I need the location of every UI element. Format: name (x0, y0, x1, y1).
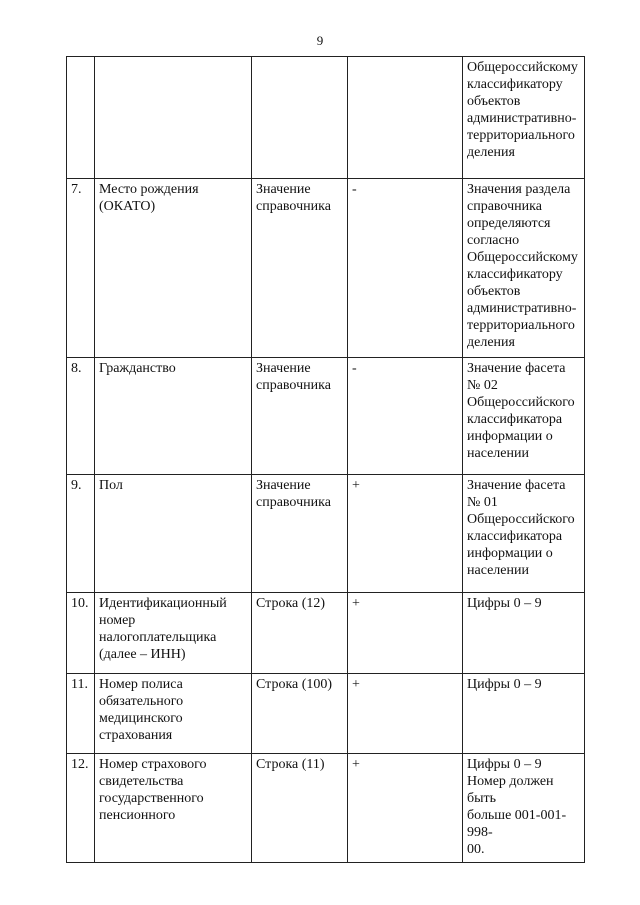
note-line: территориального (467, 318, 575, 333)
requirements-table (66, 56, 585, 863)
field-name-line: страхования (99, 728, 173, 743)
required-cell (348, 593, 463, 674)
note-line: Цифры 0 – 9 (467, 596, 542, 611)
table-row (67, 754, 585, 863)
note-cell (463, 475, 585, 593)
field-type-cell (252, 57, 348, 179)
note-line: информации о (467, 429, 553, 444)
field-name-cell (95, 57, 252, 179)
field-name-cell (95, 674, 252, 754)
note-line: деления (467, 335, 515, 350)
note-cell (463, 593, 585, 674)
row-number-cell (67, 179, 95, 358)
row-number: 7. (71, 182, 82, 197)
row-number: 9. (71, 478, 82, 493)
field-type-cell (252, 593, 348, 674)
field-type-cell (252, 754, 348, 863)
table-row (67, 593, 585, 674)
field-name-line: Место рождения (99, 182, 199, 197)
required-mark: - (352, 182, 357, 197)
required-cell (348, 754, 463, 863)
note-line: классификатору (467, 77, 563, 92)
field-type-cell (252, 179, 348, 358)
field-name-line: Идентификационный (99, 596, 227, 611)
note-line: № 01 (467, 495, 498, 510)
field-type-cell (252, 475, 348, 593)
table-row (67, 674, 585, 754)
note-line: административно- (467, 111, 577, 126)
field-name-line: (далее – ИНН) (99, 647, 186, 662)
row-number: 8. (71, 361, 82, 376)
row-number-cell (67, 358, 95, 475)
field-name-line: номер (99, 613, 136, 628)
field-type-line: Значение (256, 478, 311, 493)
note-line: Общероссийскому (467, 250, 578, 265)
field-type-cell (252, 358, 348, 475)
row-number: 11. (71, 677, 88, 692)
field-name-line: Пол (99, 478, 123, 493)
note-line: больше 001-001-998- (467, 808, 567, 840)
field-name-cell (95, 754, 252, 863)
note-line: территориального (467, 128, 575, 143)
field-name-cell (95, 593, 252, 674)
field-name-line: Гражданство (99, 361, 176, 376)
page-number: 9 (316, 33, 324, 48)
required-mark: - (352, 361, 357, 376)
note-line: № 02 (467, 378, 498, 393)
field-type-line: Строка (11) (256, 757, 325, 772)
field-name-line: налогоплательщика (99, 630, 217, 645)
note-line: Общероссийского (467, 395, 575, 410)
note-line: классификатора (467, 529, 563, 544)
note-line: согласно (467, 233, 520, 248)
field-type-line: справочника (256, 495, 331, 510)
row-number: 10. (71, 596, 89, 611)
required-cell (348, 674, 463, 754)
row-number-cell (67, 475, 95, 593)
required-mark: + (352, 478, 360, 493)
row-number: 12. (71, 757, 89, 772)
field-name-cell (95, 475, 252, 593)
required-mark: + (352, 677, 360, 692)
note-line: информации о (467, 546, 553, 561)
required-cell (348, 179, 463, 358)
field-type-line: справочника (256, 199, 331, 214)
note-cell (463, 674, 585, 754)
note-line: 00. (467, 842, 485, 857)
note-line: Номер должен быть (467, 774, 554, 806)
note-line: объектов (467, 94, 521, 109)
required-cell (348, 57, 463, 179)
note-line: справочника (467, 199, 542, 214)
field-type-line: Строка (12) (256, 596, 326, 611)
table-row (67, 358, 585, 475)
field-type-line: справочника (256, 378, 331, 393)
field-type-line: Значение (256, 182, 311, 197)
note-line: административно- (467, 301, 577, 316)
field-name-line: свидетельства (99, 774, 184, 789)
table-body (67, 57, 585, 863)
field-name-line: медицинского (99, 711, 183, 726)
note-line: Значение фасета (467, 361, 566, 376)
note-line: классификатора (467, 412, 563, 427)
field-name-line: Номер страхового (99, 757, 207, 772)
note-line: объектов (467, 284, 521, 299)
field-name-cell (95, 358, 252, 475)
note-line: Цифры 0 – 9 (467, 677, 542, 692)
note-cell (463, 358, 585, 475)
field-name-line: (ОКАТО) (99, 199, 156, 214)
note-line: деления (467, 145, 515, 160)
required-mark: + (352, 596, 360, 611)
field-name-line: Номер полиса (99, 677, 183, 692)
note-cell (463, 754, 585, 863)
note-line: Цифры 0 – 9 (467, 757, 542, 772)
note-line: Общероссийскому (467, 60, 578, 75)
note-line: Общероссийского (467, 512, 575, 527)
field-type-line: Значение (256, 361, 311, 376)
field-name-line: обязательного (99, 694, 184, 709)
row-number-cell (67, 57, 95, 179)
note-line: Значение фасета (467, 478, 566, 493)
required-cell (348, 475, 463, 593)
field-name-line: пенсионного (99, 808, 176, 823)
required-cell (348, 358, 463, 475)
field-type-cell (252, 674, 348, 754)
field-type-line: Строка (100) (256, 677, 333, 692)
required-mark: + (352, 757, 360, 772)
field-name-cell (95, 179, 252, 358)
row-number-cell (67, 674, 95, 754)
note-cell (463, 57, 585, 179)
note-cell (463, 179, 585, 358)
table-row (67, 179, 585, 358)
table-row (67, 57, 585, 179)
note-line: Значения раздела (467, 182, 571, 197)
note-line: населении (467, 563, 529, 578)
note-line: определяются (467, 216, 551, 231)
table-row (67, 475, 585, 593)
row-number-cell (67, 593, 95, 674)
field-name-line: государственного (99, 791, 204, 806)
row-number-cell (67, 754, 95, 863)
note-line: населении (467, 446, 529, 461)
note-line: классификатору (467, 267, 563, 282)
